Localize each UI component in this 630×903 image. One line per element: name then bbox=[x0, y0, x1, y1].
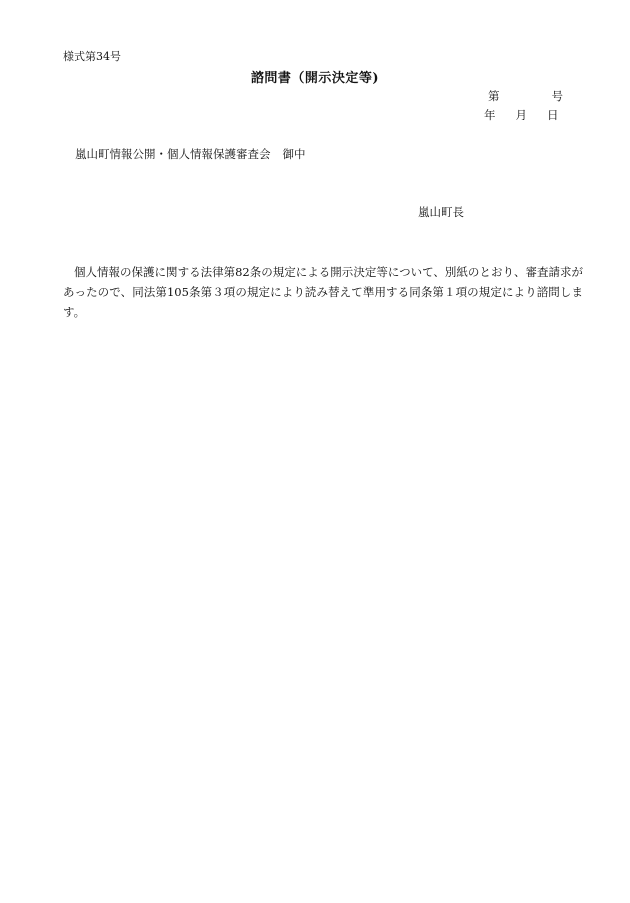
date-month: 月 bbox=[515, 108, 527, 122]
addressee bbox=[75, 146, 306, 162]
document-number-line bbox=[488, 88, 563, 104]
addressee-name: 嵐山町情報公開・個人情報保護審査会 bbox=[75, 147, 271, 161]
document-title: 諮問書（開示決定等) bbox=[250, 71, 380, 86]
form-number: 様式第34号 bbox=[63, 50, 121, 63]
date-line bbox=[484, 107, 559, 123]
addressee-honorific: 御中 bbox=[282, 147, 306, 161]
number-suffix: 号 bbox=[551, 89, 563, 103]
sender-name: 嵐山町長 bbox=[418, 205, 464, 219]
body-paragraph: 個人情報の保護に関する法律第82条の規定による開示決定等について、別紙のとおり、審査請求があったので、同法第105条第３項の規定により読み替えて準用する同条第１項の規定により諮問します。 bbox=[63, 265, 583, 319]
date-day: 日 bbox=[547, 108, 559, 122]
number-prefix: 第 bbox=[488, 89, 500, 103]
date-year: 年 bbox=[484, 108, 496, 122]
